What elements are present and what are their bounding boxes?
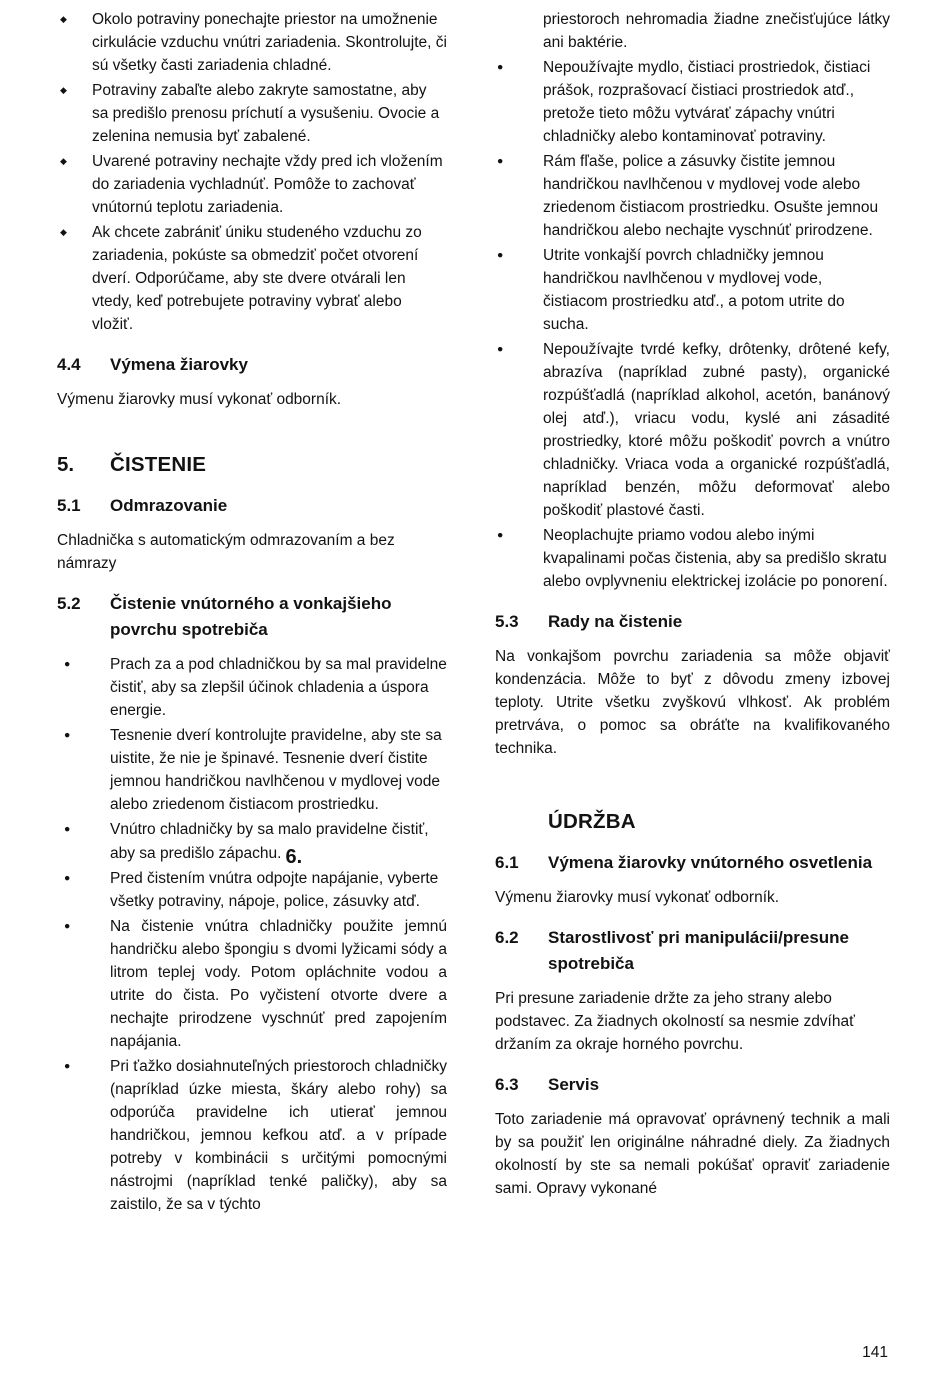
- heading-title: Výmena žiarovky vnútorného osvetlenia: [548, 853, 873, 872]
- paragraph: Chladnička s automatickým odmrazovaním a bez námrazy: [57, 532, 395, 572]
- section-heading-5-2: [57, 591, 447, 643]
- list-item: [57, 653, 447, 722]
- list-item-text: Nepoužívajte tvrdé kefky, drôtenky, drôtené kefy, abrazíva (napríklad zubné pasty), organické rozpúšťadlá (napríklad alkohol, acetón, banánový olej atď.), vriacu vodu, kyslé ani zásadité prostriedky, ktoré môžu poškodiť povrch a vnútro chladničky. Vriaca voda a organické rozpúšťadlá, napríklad benzén, môžu deformovať alebo poškodiť plastové časti.: [543, 341, 890, 519]
- heading-title: Servis: [548, 1075, 600, 1094]
- list-item-text: Pri ťažko dosiahnuteľných priestoroch chladničky (napríklad úzke miesta, škáry alebo rohy) sa odporúča pravidelne ich utierať jemnou handričkou, jemnou kefkou atď. a v prípade potreby v kombinácii s určitými pomocnými nástrojmi (napríklad tenké paličky), aby sa zaistilo, že sa v týchto: [110, 1058, 447, 1213]
- heading-number: 5.1: [57, 496, 81, 515]
- list-item-text: [110, 818, 447, 868]
- diamond-bullet-icon: ◆: [60, 14, 67, 24]
- list-item-text: Pred čistením vnútra odpojte napájanie, vyberte všetky potraviny, nápoje, police, zásuvky atď.: [110, 870, 439, 910]
- diamond-bullet-icon: ◆: [60, 85, 67, 95]
- section-heading-6-3: [495, 1072, 890, 1098]
- dot-bullet-icon: ●: [497, 343, 504, 355]
- list-item: [495, 338, 890, 522]
- list-item-text: Prach za a pod chladničkou by sa mal pravidelne čistiť, aby sa zlepšil účinok chladenia a úspora energie.: [110, 656, 447, 719]
- heading-number: [495, 808, 548, 836]
- list-item: [495, 56, 890, 148]
- list-item-text: Nepoužívajte mydlo, čistiaci prostriedok, čistiaci prášok, rozprašovací čistiaci prostriedok atď., pretože tieto môžu vytvárať zápachy vnútri chladničky alebo kontaminovať potraviny.: [543, 59, 871, 145]
- paragraph: Výmenu žiarovky musí vykonať odborník.: [57, 391, 342, 408]
- section-heading-6-2: [495, 925, 890, 977]
- list-item: [57, 818, 447, 868]
- paragraph: Na vonkajšom povrchu zariadenia sa môže objaviť kondenzácia. Môže to byť z dôvodu zmeny izbovej teploty. Utrite všetku zvyškovú vlhkosť. Ak problém pretrváva, o pomoc sa obráťte na kvalifikovaného technika.: [495, 648, 890, 757]
- list-item: [57, 79, 447, 148]
- paragraph: priestoroch nehromadia žiadne znečisťujúce látky ani baktérie.: [543, 11, 890, 51]
- section-heading-5-1: [57, 493, 447, 519]
- list-item-text: Potraviny zabaľte alebo zakryte samostatne, aby sa predišlo prenosu príchutí a vysušeniu. Ovocie a zelenina nemusia byť zabalené.: [92, 82, 440, 145]
- list-item-text: Neoplachujte priamo vodou alebo inými kvapalinami počas čistenia, aby sa predišlo skratu alebo ovplyvneniu elektrickej izolácie po ponorení.: [543, 527, 888, 590]
- list-item-text: Okolo potraviny ponechajte priestor na umožnenie cirkulácie vzduchu vnútri zariadenia. Skontrolujte, či sú všetky časti zariadenia chladné.: [92, 11, 447, 74]
- list-item: [57, 724, 447, 816]
- paragraph: Pri presune zariadenie držte za jeho strany alebo podstavec. Za žiadnych okolností sa nesmie zdvíhať držaním za okraje horného povrchu.: [495, 990, 855, 1053]
- dot-bullet-icon: ●: [497, 155, 504, 167]
- bullet-spacer: [495, 8, 543, 54]
- diamond-bullet-icon: ◆: [60, 227, 67, 237]
- list-item: [57, 1055, 447, 1216]
- paragraph: Výmenu žiarovky musí vykonať odborník.: [495, 889, 780, 906]
- list-item-text: Na čistenie vnútra chladničky použite jemnú handričku alebo špongiu s dvomi lyžicami sódy a litrom teplej vody. Potom opláchnite vodou a utrite do čista. Po vyčistení otvorte dvere a nechajte prirodzene vyschnúť pred zapojením napájania.: [110, 918, 447, 1050]
- heading-number: 5.2: [57, 594, 81, 613]
- section-heading-5: [57, 451, 447, 479]
- dot-bullet-icon: ●: [64, 823, 71, 835]
- list-item: [57, 150, 447, 219]
- heading-number: 6.2: [495, 928, 519, 947]
- continuation-paragraph: [495, 8, 890, 54]
- dot-bullet-icon: ●: [64, 729, 71, 741]
- list-item-text: Uvarené potraviny nechajte vždy pred ich vložením do zariadenia vychladnúť. Pomôže to zachovať vnútornú teplotu zariadenia.: [92, 153, 443, 216]
- heading-title: Odmrazovanie: [110, 496, 228, 515]
- heading-number: 5.3: [495, 612, 519, 631]
- stray-section-number: 6.: [285, 846, 303, 868]
- heading-title: Výmena žiarovky: [110, 355, 248, 374]
- dot-bullet-icon: ●: [64, 658, 71, 670]
- list-item: [57, 867, 447, 913]
- list-item-text: Rám fľaše, police a zásuvky čistite jemnou handričkou navlhčenou v mydlovej vode alebo zriedenom čistiacom prostriedku. Osušte jemnou handričkou alebo nechajte vyschnúť prirodzene.: [543, 153, 879, 239]
- page-number: 141: [862, 1344, 888, 1361]
- list-item-text: Utrite vonkajší povrch chladničky jemnou handričkou navlhčenou v mydlovej vode, čistiacom prostriedku atď., a potom utrite do sucha.: [543, 247, 845, 333]
- heading-title: ČISTENIE: [110, 453, 207, 476]
- heading-title: Čistenie vnútorného a vonkajšieho povrchu spotrebiča: [110, 594, 392, 639]
- dot-bullet-icon: ●: [64, 920, 71, 932]
- right-column: [495, 8, 890, 1218]
- dot-bullet-icon: ●: [64, 1060, 71, 1072]
- list-item: [57, 221, 447, 336]
- heading-title: Starostlivosť pri manipulácii/presune spotrebiča: [548, 928, 850, 973]
- list-item: [57, 915, 447, 1053]
- section-heading-6: [495, 808, 890, 836]
- diamond-bullet-icon: ◆: [60, 156, 67, 166]
- left-column: [57, 8, 447, 1218]
- list-item: [495, 150, 890, 242]
- heading-number: 4.4: [57, 355, 81, 374]
- heading-title: Rady na čistenie: [548, 612, 683, 631]
- section-heading-4-4: [57, 352, 447, 378]
- list-item: [57, 8, 447, 77]
- section-heading-6-1: [495, 850, 890, 876]
- section-heading-5-3: [495, 609, 890, 635]
- dot-bullet-icon: ●: [497, 249, 504, 261]
- dot-bullet-icon: ●: [497, 61, 504, 73]
- list-item-text: Ak chcete zabrániť úniku studeného vzduchu zo zariadenia, pokúste sa obmedziť počet otvorení dverí. Odporúčame, aby ste dvere otvárali len vtedy, keď potrebujete potraviny vybrať alebo vložiť.: [92, 224, 422, 333]
- list-item-text: Vnútro chladničky by sa malo pravidelne čistiť, aby sa predišlo zápachu.: [110, 821, 429, 862]
- dot-bullet-icon: ●: [497, 529, 504, 541]
- dot-bullet-icon: ●: [64, 872, 71, 884]
- list-item: [495, 524, 890, 593]
- paragraph: Toto zariadenie má opravovať oprávnený technik a mali by sa použiť len originálne náhradné diely. Za žiadnych okolností by ste sa nemali pokúšať opraviť zariadenie sami. Opravy vykonané: [495, 1111, 890, 1197]
- heading-number: 5.: [57, 453, 75, 476]
- heading-number: 6.3: [495, 1075, 519, 1094]
- list-item: [495, 244, 890, 336]
- heading-title: ÚDRŽBA: [548, 810, 636, 833]
- list-item-text: Tesnenie dverí kontrolujte pravidelne, aby ste sa uistite, že nie je špinavé. Tesnenie dverí čistite jemnou handričkou navlhčenou v mydlovej vode alebo zriedenom čistiacom prostriedku.: [110, 727, 442, 813]
- heading-number: 6.1: [495, 853, 519, 872]
